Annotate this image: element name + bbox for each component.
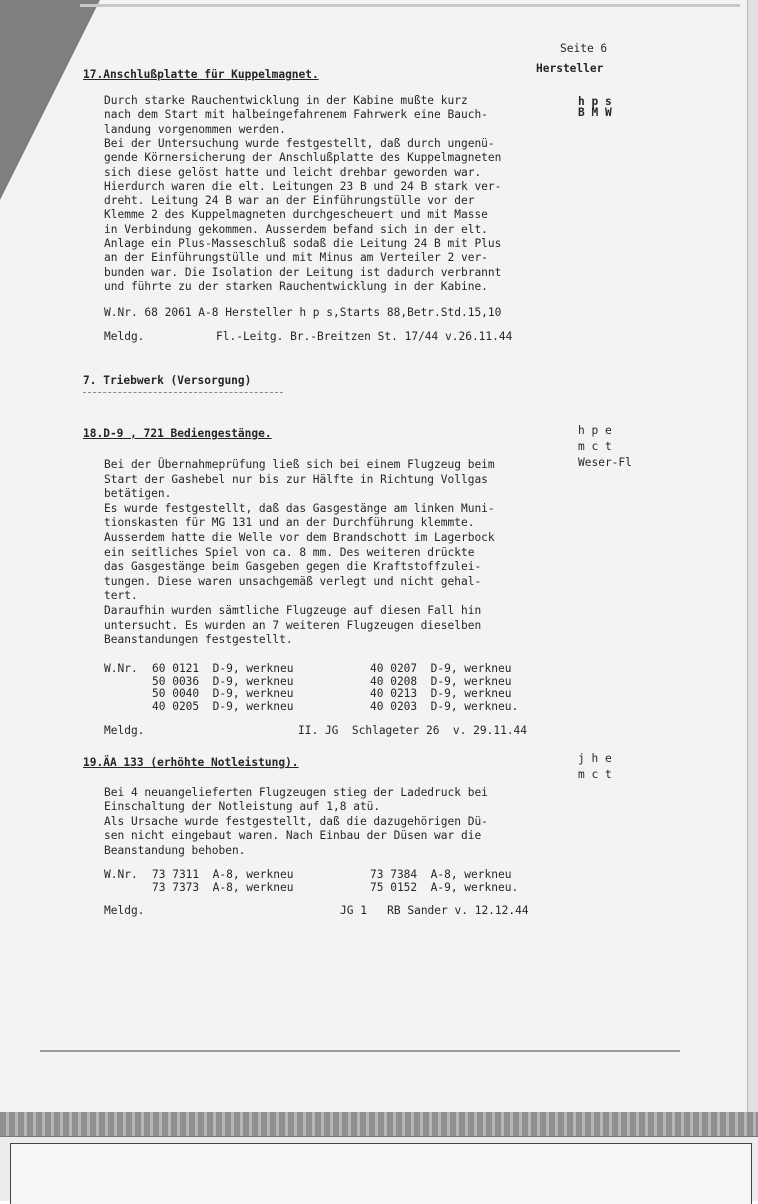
body-line: Klemme 2 des Kuppelmagneten durchgescheuert und mit Masse — [104, 208, 488, 222]
section-7-underline — [83, 392, 283, 393]
item-17-wnr: W.Nr. 68 2061 A-8 Hersteller h p s,Starts 88,Betr.Std.15,10 — [104, 306, 502, 319]
item-17-title: 17.Anschlußplatte für Kuppelmagnet. — [83, 68, 319, 81]
body-line: tungen. Diese waren unsachgemäß verlegt und nicht gehal- — [104, 574, 482, 588]
meldg-label: Meldg. — [104, 724, 145, 737]
aircraft-entry: 73 7373 A-8, werkneu — [152, 880, 294, 894]
aircraft-entry: 73 7311 A-8, werkneu — [152, 868, 294, 881]
item-17-source: Fl.-Leitg. Br.-Breitzen St. 17/44 v.26.11.44 — [216, 330, 513, 343]
body-line: dreht. Leitung 24 B war an der Einführungstülle vor der — [104, 194, 475, 208]
bottom-rule — [40, 1050, 680, 1052]
body-line: Anlage ein Plus-Masseschluß sodaß die Leitung 24 B mit Plus — [104, 237, 502, 250]
body-line: sen nicht eingebaut waren. Nach Einbau der Düsen war die — [104, 829, 482, 843]
body-line: Beanstandungen festgestellt. — [104, 633, 293, 647]
aircraft-entry: 40 0213 D-9, werkneu — [370, 687, 512, 701]
aircraft-entry: 40 0203 D-9, werkneu. — [370, 699, 519, 713]
body-line: Hierdurch waren die elt. Leitungen 23 B und 24 B stark ver- — [104, 179, 502, 193]
aircraft-entry: 60 0121 D-9, werkneu — [152, 662, 294, 675]
body-line: gende Körnersicherung der Anschlußplatte des Kuppelmagneten — [104, 151, 502, 165]
item-17-manufacturer: B M W — [578, 106, 612, 119]
item-18-manufacturer: m c t — [578, 440, 612, 453]
body-line: ein seitliches Spiel von ca. 8 mm. Des weiteren drückte — [104, 545, 475, 559]
top-edge-line — [80, 4, 740, 7]
body-line: Einschaltung der Notleistung auf 1,8 atü. — [104, 800, 381, 814]
body-line: Es wurde festgestellt, daß das Gasgestänge am linken Muni- — [104, 501, 495, 515]
item-18-manufacturer: h p e — [578, 424, 612, 437]
body-line: das Gasgestänge beim Gasgeben gegen die Kraftstoffzulei- — [104, 560, 482, 574]
aircraft-entry: 50 0040 D-9, werkneu — [152, 687, 294, 701]
body-line: Daraufhin wurden sämtliche Flugzeuge auf diesen Fall hin — [104, 604, 482, 617]
body-line: Bei 4 neuangelieferten Flugzeugen stieg der Ladedruck bei — [104, 786, 488, 799]
item-19-manufacturer: m c t — [578, 768, 612, 781]
body-line: betätigen. — [104, 487, 172, 501]
item-19-title: 19.ÄA 133 (erhöhte Notleistung). — [83, 756, 299, 769]
body-line: nach dem Start mit halbeingefahrenem Fahrwerk eine Bauch- — [104, 108, 488, 122]
meldg-label: Meldg. — [104, 904, 145, 917]
page-number: Seite 6 — [560, 42, 608, 55]
aircraft-entry: 40 0208 D-9, werkneu — [370, 674, 512, 688]
wnr-label: W.Nr. — [104, 662, 138, 675]
item-19-manufacturer: j h e — [578, 752, 612, 765]
section-7-title: 7. Triebwerk (Versorgung) — [83, 374, 252, 387]
body-line: in Verbindung gekommen. Ausserdem befand sich in der elt. — [104, 222, 488, 236]
page-right-edge — [747, 0, 758, 1112]
item-17-manufacturer: h p s — [578, 95, 612, 108]
body-line: sich diese gelöst hatte und leicht drehbar geworden war. — [104, 165, 482, 179]
item-18-manufacturer: Weser-Fl — [578, 456, 632, 469]
scan-edge-band — [0, 1112, 758, 1136]
item-18-source: II. JG Schlageter 26 v. 29.11.44 — [298, 724, 528, 737]
body-line: Bei der Übernahmeprüfung ließ sich bei einem Flugzeug beim — [104, 458, 495, 471]
meldg-label: Meldg. — [104, 330, 145, 343]
body-line: und führte zu der starken Rauchentwicklung in der Kabine. — [104, 279, 488, 293]
body-line: Beanstandung behoben. — [104, 843, 246, 857]
folded-corner — [0, 0, 100, 200]
body-line: tert. — [104, 589, 138, 603]
body-line: Ausserdem hatte die Welle vor dem Brandschott im Lagerbock — [104, 531, 495, 544]
body-line: untersucht. Es wurden an 7 weiteren Flugzeugen dieselben — [104, 618, 482, 632]
aircraft-entry: 40 0207 D-9, werkneu — [370, 662, 512, 675]
body-line: bunden war. Die Isolation der Leitung ist dadurch verbrannt — [104, 265, 502, 279]
item-18-title: 18.D-9 , 721 Bediengestänge. — [83, 427, 272, 440]
aircraft-entry: 40 0205 D-9, werkneu — [152, 699, 294, 713]
body-line: Start der Gashebel nur bis zur Hälfte in Richtung Vollgas — [104, 472, 488, 486]
body-line: Durch starke Rauchentwicklung in der Kabine mußte kurz — [104, 94, 468, 107]
item-19-source: JG 1 RB Sander v. 12.12.44 — [340, 904, 529, 917]
body-line: landung vorgenommen werden. — [104, 122, 286, 136]
wnr-label: W.Nr. — [104, 868, 138, 881]
aircraft-entry: 50 0036 D-9, werkneu — [152, 674, 294, 688]
next-page-edge — [0, 1136, 758, 1201]
body-line: an der Einführungstülle und mit Minus am Verteiler 2 ver- — [104, 251, 488, 265]
body-line: Bei der Untersuchung wurde festgestellt, daß durch ungenü- — [104, 136, 495, 150]
aircraft-entry: 73 7384 A-8, werkneu — [370, 868, 512, 881]
body-line: Als Ursache wurde festgestellt, daß die dazugehörigen Dü- — [104, 814, 488, 828]
manufacturer-heading: Hersteller — [536, 62, 604, 75]
aircraft-entry: 75 0152 A-9, werkneu. — [370, 880, 519, 894]
body-line: tionskasten für MG 131 und an der Durchführung klemmte. — [104, 516, 475, 530]
